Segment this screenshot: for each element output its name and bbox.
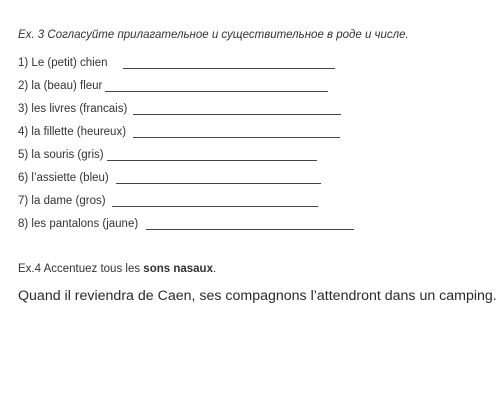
item-2-label: 2) la (beau) fleur [18, 80, 103, 92]
item-7-label: 7) la dame (gros) [18, 195, 106, 207]
item-4-label: 4) la fillette (heureux) [18, 126, 127, 138]
item-4-blank-line[interactable] [133, 137, 340, 138]
exercise-3-item-5 [18, 148, 338, 164]
item-8-blank-line[interactable] [146, 229, 354, 230]
exercise-3-item-8 [18, 217, 358, 233]
exercise-4-instruction-start: Ex.4 Accentuez tous les [18, 263, 144, 275]
item-3-label: 3) les livres (francais) [18, 103, 128, 115]
item-5-blank-line[interactable] [107, 160, 317, 161]
exercise-4-instruction-bold: sons nasaux [143, 263, 213, 275]
item-2-blank-line[interactable] [105, 91, 328, 92]
exercise-3-item-4 [18, 125, 348, 141]
exercise-3-item-1 [18, 56, 338, 72]
exercise-3-item-6 [18, 171, 338, 187]
exercise-4-instruction-end: . [212, 263, 217, 275]
item-3-blank-line[interactable] [133, 114, 341, 115]
exercise-3-title: Ex. 3 Согласуйте прилагательное и существительное в роде и числе. [18, 29, 409, 41]
item-7-blank-line[interactable] [112, 206, 318, 207]
exercise-3-item-7 [18, 194, 338, 210]
item-1-blank-line[interactable] [123, 68, 335, 69]
exercise-4-sentence: Quand il reviendra de Caen, ses compagnons l’attendront dans un camping. [18, 288, 497, 304]
exercise-3-item-3 [18, 102, 348, 118]
item-8-label: 8) les pantalons (jaune) [18, 218, 139, 230]
exercise-3-item-2 [18, 79, 338, 95]
exercise-4-instruction [18, 263, 216, 275]
item-1-label: 1) Le (petit) chien [18, 57, 108, 69]
item-6-blank-line[interactable] [116, 183, 321, 184]
item-6-label: 6) l’assiette (bleu) [18, 172, 109, 184]
item-5-label: 5) la souris (gris) [18, 149, 104, 161]
